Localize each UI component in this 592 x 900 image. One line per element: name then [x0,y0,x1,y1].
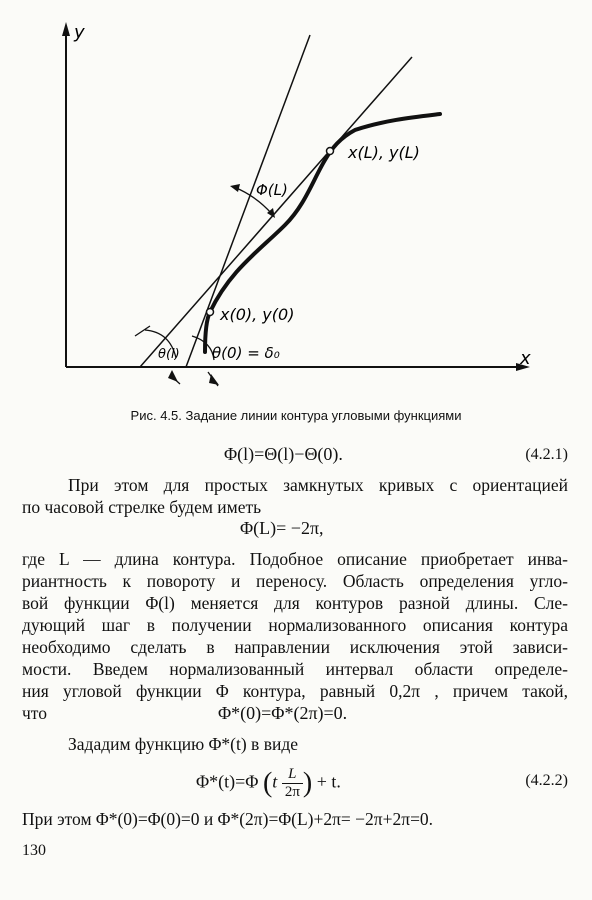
theta-l-arrow [168,370,178,382]
paragraph-2-line-7: ния угловой функции Φ контура, равный 0,2π , причем такой, [22,681,568,701]
axis-label-x: x [520,348,531,369]
paragraph-2 [22,548,568,724]
equation-phi-L: Φ(L)= −2π, [240,518,324,538]
eq-4-2-2-paren-close: ) [302,767,313,799]
axis-label-y: y [74,22,85,43]
eq-4-2-2-tail: + t. [316,771,341,792]
eq-4-2-2-frac-den: 2π [284,784,300,800]
equation-4-2-2 [196,766,341,801]
label-phi: Φ(L) [256,181,288,199]
theta0-arc [192,336,214,360]
paragraph-2-line-2: риантность к повороту и переносу. Область определения угло- [22,571,568,591]
point-end [327,148,334,155]
paragraph-2-line-5: необходимо сделать в направлении исключения этой зависи- [22,637,568,657]
paragraph-4-line-1: При этом Φ*(0)=Φ(0)=0 и Φ*(2π)=Φ(L)+2π= −2π+2π=0. [22,809,434,829]
paragraph-2-line-3: вой функции Φ(l) меняется для контуров разной длины. Сле- [22,593,568,613]
eq-4-2-2-lhs: Φ*(t)=Φ [196,771,259,792]
paragraph-2-line-6: мости. Введем нормализованный интервал области определе- [22,659,568,679]
page-number: 130 [22,842,46,859]
theta-l-tick [135,326,150,336]
paragraph-1-line-2: по часовой стрелке будем иметь [22,497,262,517]
paragraph-1-line-1: При этом для простых замкнутых кривых с ориентацией [68,475,568,495]
paragraph-4 [22,808,568,830]
figure-caption: Рис. 4.5. Задание линии контура угловыми функциями [130,408,462,423]
paragraph-2-line-8: что [22,703,47,723]
label-point-end: x(L), y(L) [348,143,420,162]
eq-4-2-2-paren-open: ( [262,767,273,799]
label-theta-l: θ(l) [158,347,180,362]
point-start [207,309,214,316]
equation-phi-star-zero: Φ*(0)=Φ*(2π)=0. [218,703,348,723]
y-axis-arrow [62,22,70,36]
label-point-start: x(0), y(0) [220,305,295,324]
eq-4-2-2-frac-num: L [282,766,303,784]
phi-arrow-left [230,184,240,192]
equation-4-2-1: Φ(l)=Θ(l)−Θ(0). [224,444,343,464]
paragraph-3 [22,733,568,755]
paragraph-1 [22,474,568,518]
paragraph-2-line-1: где L — длина контура. Подобное описание приобретает инва- [22,549,568,569]
label-theta0: θ(0) = δ₀ [212,344,280,362]
equation-number-4-2-2: (4.2.2) [525,772,568,789]
paragraph-2-line-4: дующий шаг в получении нормализованного описания контура [22,615,568,635]
contour-figure [0,0,592,400]
eq-4-2-2-arg-t: t [272,771,278,792]
eq-4-2-2-fraction [282,766,303,801]
paragraph-3-line-1: Зададим функцию Φ*(t) в виде [68,734,298,754]
equation-number-4-2-1: (4.2.1) [525,446,568,463]
